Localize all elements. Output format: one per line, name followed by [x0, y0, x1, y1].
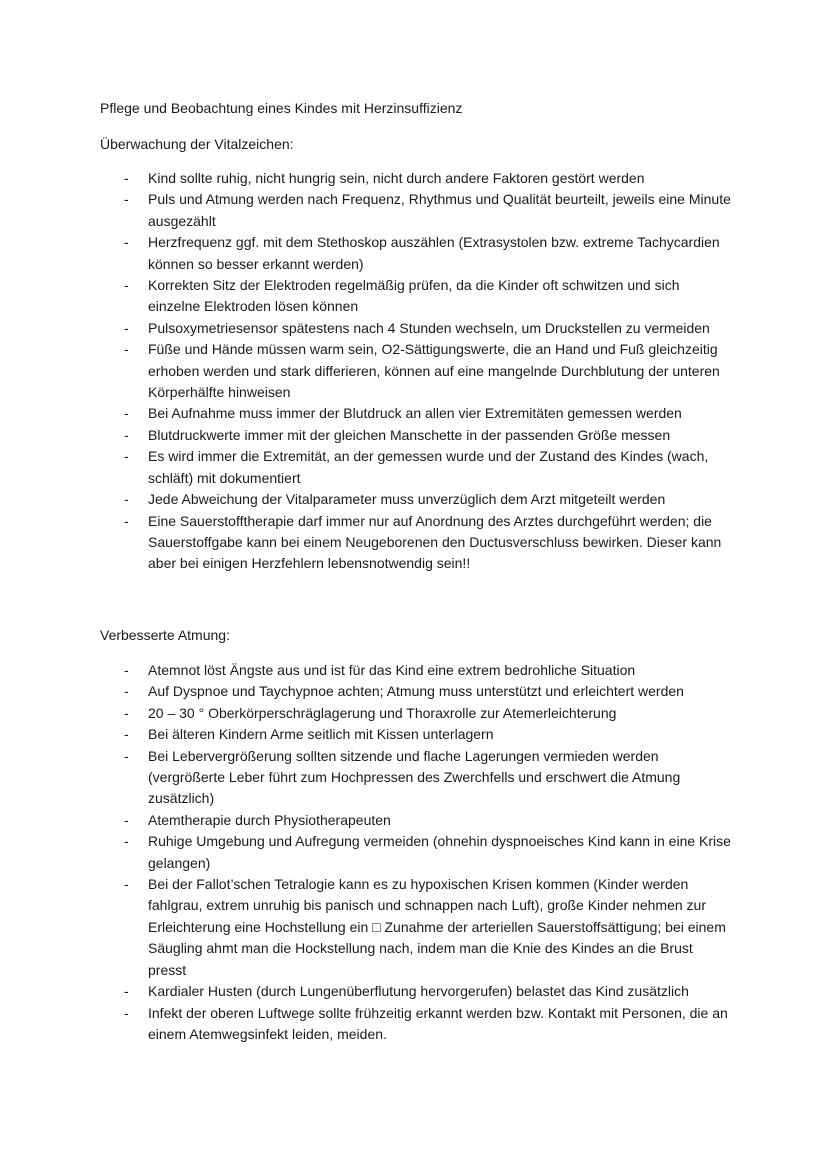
section-heading-breathing: Verbesserte Atmung:	[100, 627, 230, 643]
list-item	[0, 1003, 828, 1046]
bullet-dash: -	[124, 704, 129, 721]
list-item-text: Füße und Hände müssen warm sein, O2-Sättigungswerte, die an Hand und Fuß gleichzeitig erhoben werden und stark differieren, können auf eine mangelnde Durchblutung der unteren Körperhälfte hinweisen	[148, 341, 720, 401]
list-item	[0, 746, 828, 810]
section-heading-vital-signs: Überwachung der Vitalzeichen:	[100, 136, 294, 152]
list-item	[0, 446, 828, 489]
list-item	[0, 831, 828, 874]
bullet-dash: -	[124, 747, 129, 764]
list-item	[0, 189, 828, 232]
vital-signs-list	[0, 168, 828, 575]
bullet-dash: -	[124, 833, 129, 850]
list-item	[0, 724, 828, 745]
list-item-text: Es wird immer die Extremität, an der gemessen wurde und der Zustand des Kindes (wach, schläft) mit dokumentiert	[148, 448, 709, 486]
bullet-dash: -	[124, 341, 129, 358]
list-item-text: Atemnot löst Ängste aus und ist für das Kind eine extrem bedrohliche Situation	[148, 662, 636, 678]
bullet-dash: -	[124, 191, 129, 208]
list-item-text: Atemtherapie durch Physiotherapeuten	[148, 811, 391, 828]
bullet-dash: -	[124, 683, 129, 700]
list-item-text: Eine Sauerstofftherapie darf immer nur auf Anordnung des Arztes durchgeführt werden; die Sauerstoffgabe kann bei einem Neugeborenen den Ductusverschluss bewirken. Dieser kann aber bei einigen Herzfehlern lebensnotwendig sein!!	[148, 512, 722, 572]
bullet-dash: -	[124, 662, 129, 678]
bullet-dash: -	[124, 277, 129, 294]
list-item	[0, 703, 828, 724]
bullet-dash: -	[124, 811, 129, 828]
list-item	[0, 275, 828, 318]
list-item-text: Herzfrequenz ggf. mit dem Stethoskop auszählen (Extrasystolen bzw. extreme Tachycardien können so besser erkannt werden)	[148, 234, 720, 272]
bullet-dash: -	[124, 983, 129, 1000]
bullet-dash: -	[124, 170, 129, 186]
list-item	[0, 681, 828, 702]
document-title: Pflege und Beobachtung eines Kindes mit Herzinsuffizienz	[100, 100, 463, 116]
list-item	[0, 660, 828, 681]
list-item-text: Bei Aufnahme muss immer der Blutdruck an allen vier Extremitäten gemessen werden	[148, 405, 682, 422]
list-item-text: Blutdruckwerte immer mit der gleichen Manschette in der passenden Größe messen	[148, 426, 671, 443]
list-item-text: Puls und Atmung werden nach Frequenz, Rhythmus und Qualität beurteilt, jeweils eine Minute ausgezählt	[148, 191, 731, 229]
list-item	[0, 168, 828, 189]
list-item-text: Bei der Fallot’schen Tetralogie kann es zu hypoxischen Krisen kommen (Kinder werden fahlgrau, extrem unruhig bis panisch und schnappen nach Luft), große Kinder nehmen zur Erleichterung eine Hochstellung ein □ Zunahme der arteriellen Sauerstoffsättigung; bei einem Säugling ahmt man die Hockstellung nach, indem man die Knie des Kindes an die Brust presst	[148, 876, 726, 978]
list-item-text: Bei Lebervergrößerung sollten sitzende und flache Lagerungen vermieden werden (vergrößerte Leber führt zum Hochpressen des Zwerchfells und erschwert die Atmung zusätzlich)	[148, 747, 681, 807]
list-item-text: Korrekten Sitz der Elektroden regelmäßig prüfen, da die Kinder oft schwitzen und sich einzelne Elektroden lösen können	[148, 277, 680, 315]
bullet-dash: -	[124, 491, 129, 508]
list-item	[0, 232, 828, 275]
list-item	[0, 874, 828, 981]
list-item	[0, 403, 828, 424]
list-item	[0, 489, 828, 510]
bullet-dash: -	[124, 726, 129, 743]
list-item-text: Jede Abweichung der Vitalparameter muss unverzüglich dem Arzt mitgeteilt werden	[148, 491, 666, 508]
list-item-text: Infekt der oberen Luftwege sollte frühzeitig erkannt werden bzw. Kontakt mit Personen, die an einem Atemwegsinfekt leiden, meiden.	[148, 1004, 728, 1042]
list-item-text: Kardialer Husten (durch Lungenüberflutung hervorgerufen) belastet das Kind zusätzlich	[148, 983, 689, 1000]
bullet-dash: -	[124, 234, 129, 251]
bullet-dash: -	[124, 448, 129, 465]
breathing-list	[0, 660, 828, 1045]
bullet-dash: -	[124, 876, 129, 893]
bullet-dash: -	[124, 405, 129, 422]
list-item-text: 20 – 30 ° Oberkörperschräglagerung und Thoraxrolle zur Atemerleichterung	[148, 704, 617, 721]
list-item	[0, 981, 828, 1002]
list-item-text: Bei älteren Kindern Arme seitlich mit Kissen unterlagern	[148, 726, 494, 743]
bullet-dash: -	[124, 512, 129, 529]
list-item-text: Kind sollte ruhig, nicht hungrig sein, nicht durch andere Faktoren gestört werden	[148, 170, 645, 186]
bullet-dash: -	[124, 319, 129, 336]
bullet-dash: -	[124, 426, 129, 443]
list-item	[0, 810, 828, 831]
list-item	[0, 318, 828, 339]
list-item	[0, 339, 828, 403]
list-item	[0, 425, 828, 446]
list-item-text: Pulsoxymetriesensor spätestens nach 4 Stunden wechseln, um Druckstellen zu vermeiden	[148, 319, 710, 336]
list-item	[0, 511, 828, 575]
list-item-text: Auf Dyspnoe und Taychypnoe achten; Atmung muss unterstützt und erleichtert werden	[148, 683, 684, 700]
list-item-text: Ruhige Umgebung und Aufregung vermeiden (ohnehin dyspnoeisches Kind kann in eine Krise gelangen)	[148, 833, 731, 871]
bullet-dash: -	[124, 1004, 129, 1021]
